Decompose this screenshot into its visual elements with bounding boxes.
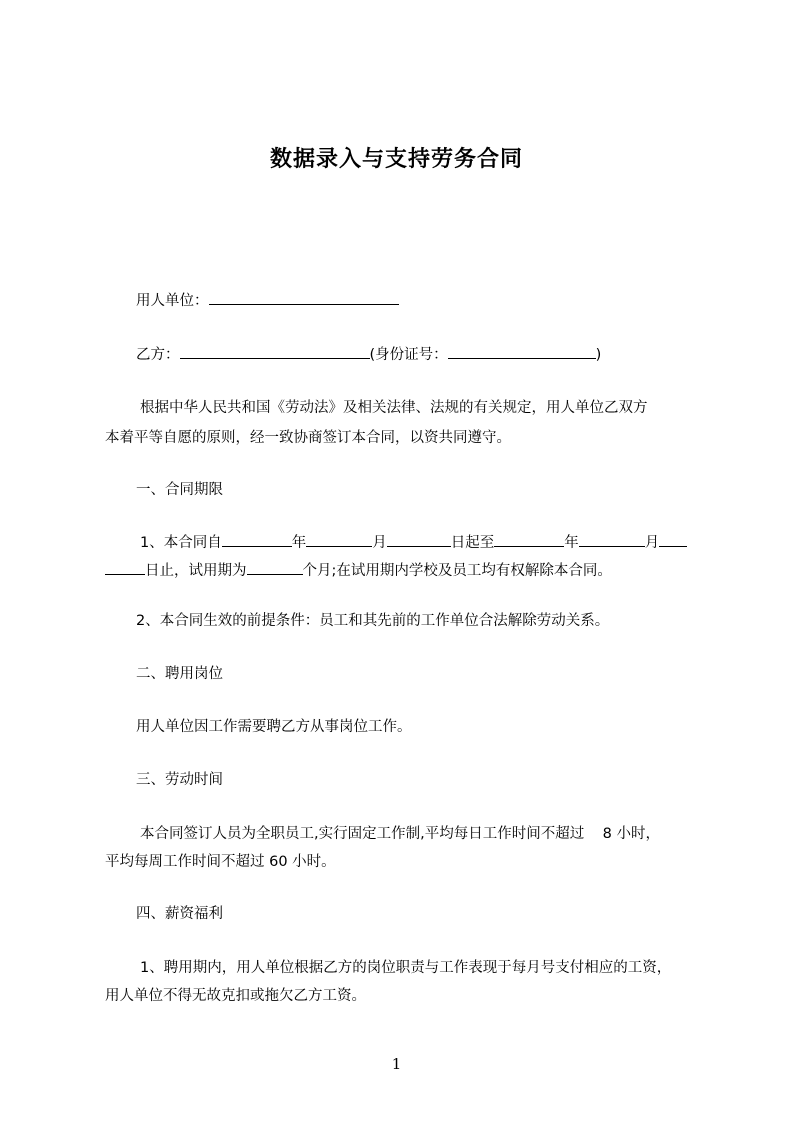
id-label-close: ) (595, 347, 602, 363)
page-number: 1 (391, 1055, 402, 1073)
section-2-heading: 二、聘用岗位 (136, 666, 223, 682)
section-4-line-1: 1、聘用期内，用人单位根据乙方的岗位职责与工作表现于每月号支付相应的工资， (140, 960, 672, 976)
year-label: 年 (564, 535, 579, 551)
end-year-blank (494, 532, 564, 547)
start-year-blank (222, 532, 292, 547)
section-1-clause-2: 2、本合同生效的前提条件：员工和其先前的工作单位合法解除劳动关系。 (136, 613, 610, 629)
section-1-clause-1-line-1 (140, 532, 740, 553)
employer-label: 用人单位： (136, 293, 209, 309)
month-label: 月 (644, 535, 660, 551)
intro-line-2: 本着平等自愿的原则，经一致协商签订本合同，以资共同遵守。 (105, 430, 511, 446)
party-b-blank (180, 344, 370, 359)
section-3-heading: 三、劳动时间 (136, 772, 223, 788)
probation-months-blank (247, 560, 303, 575)
clause-text: 日止，试用期为 (145, 563, 247, 579)
day-to-label: 日起至 (450, 535, 495, 551)
section-4-line-2: 用人单位不得无故克扣或拖欠乙方工资。 (105, 988, 366, 1004)
end-month-blank (579, 532, 645, 547)
intro-line-1: 根据中华人民共和国《劳动法》及相关法律、法规的有关规定，用人单位乙双方 (140, 400, 648, 416)
end-day-blank (659, 532, 687, 547)
party-b-label: 乙方： (136, 347, 180, 363)
employer-blank (209, 290, 399, 305)
section-3-line-1: 本合同签订人员为全职员工,实行固定工作制,平均每日工作时间不超过 8 小时， (140, 826, 660, 842)
clause-text: 个月;在试用期内学校及员工均有权解除本合同。 (302, 563, 612, 579)
end-day-blank-cont (105, 560, 145, 575)
party-b-line (136, 344, 736, 365)
employer-line (136, 290, 736, 311)
clause-text: 1、本合同自 (140, 535, 222, 551)
section-3-line-2: 平均每周工作时间不超过 60 小时。 (105, 854, 336, 870)
start-month-blank (306, 532, 372, 547)
section-1-heading: 一、合同期限 (136, 482, 223, 498)
id-number-blank (448, 344, 596, 359)
month-label: 月 (372, 535, 387, 551)
section-2-paragraph: 用人单位因工作需要聘乙方从事岗位工作。 (136, 719, 412, 735)
section-4-heading: 四、薪资福利 (136, 906, 223, 922)
document-title: 数据录入与支持劳务合同 (269, 147, 523, 172)
year-label: 年 (291, 535, 307, 551)
section-1-clause-1-line-2 (105, 560, 705, 581)
start-day-blank (387, 532, 451, 547)
id-label-open: (身份证号： (369, 347, 448, 363)
